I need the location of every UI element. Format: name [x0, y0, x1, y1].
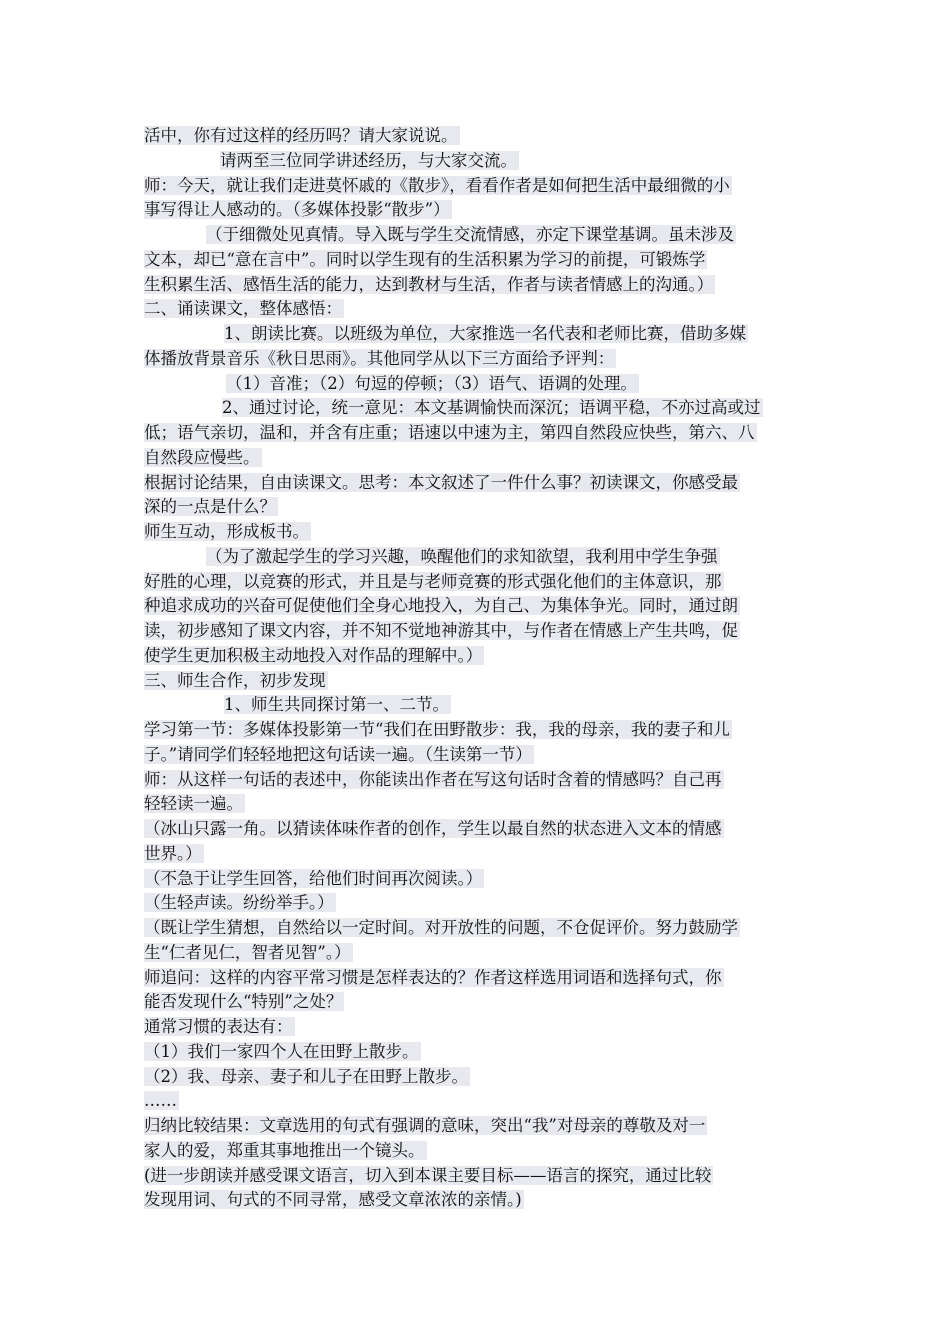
text-line-content: （为了激起学生的学习兴趣，唤醒他们的求知欲望，我利用中学生争强	[206, 546, 718, 566]
text-line	[144, 891, 808, 916]
text-line-content: 归纳比较结果：文章选用的句式有强调的意味，突出“我”对母亲的尊敬及对一	[144, 1116, 706, 1135]
text-line	[144, 297, 808, 322]
text-line	[144, 273, 808, 298]
text-line-content: 低；语气亲切，温和，并含有庄重；语速以中速为主，第四自然段应快些，第六、八	[144, 423, 755, 442]
text-line	[144, 916, 808, 941]
text-line-content: 事写得让人感动的。（多媒体投影“散步”）	[144, 200, 450, 220]
text-line	[144, 1139, 808, 1164]
text-line	[144, 594, 808, 619]
text-line	[144, 966, 808, 991]
text-line-content: 根据讨论结果，自由读课文。思考：本文叙述了一件什么事？初读课文，你感受最	[144, 472, 738, 492]
text-line	[144, 669, 808, 694]
text-line	[144, 644, 808, 669]
text-line	[144, 570, 808, 595]
text-line	[144, 347, 808, 372]
text-line-content: （冰山只露一角。以猜读体味作者的创作，学生以最自然的状态进入文本的情感	[144, 819, 722, 838]
document-body	[144, 124, 808, 1213]
text-line	[144, 817, 808, 842]
text-line	[144, 149, 808, 174]
text-line-content: 文本，却已“意在言中”。同时以学生现有的生活积累为学习的前提，可锻炼学	[144, 249, 706, 269]
text-line	[144, 743, 808, 768]
text-line-content: 学习第一节：多媒体投影第一节“我们在田野散步：我，我的母亲，我的妻子和儿	[144, 720, 730, 739]
text-line	[144, 768, 808, 793]
text-line-content: 发现用词、句式的不同寻常，感受文章浓浓的亲情。)	[144, 1190, 522, 1210]
text-line	[144, 842, 808, 867]
text-line-content: （于细微处见真情。导入既与学生交流情感，亦定下课堂基调。虽未涉及	[206, 225, 734, 244]
text-line	[144, 174, 808, 199]
text-line-content: 2、通过讨论，统一意见：本文基调愉快而深沉；语调平稳，不亦过高或过	[222, 398, 761, 418]
text-line	[144, 421, 808, 446]
text-line	[144, 1015, 808, 1040]
text-line-content: （1）音准；（2）句逗的停顿；（3）语气、语调的处理。	[226, 373, 637, 393]
text-line-content: 二、诵读课文，整体感悟：	[144, 299, 342, 319]
text-line	[144, 990, 808, 1015]
text-line	[144, 1040, 808, 1065]
text-line-content: 生“仁者见仁，智者见智”。）	[144, 942, 351, 962]
text-line-content: 1、师生共同探讨第一、二节。	[224, 695, 449, 715]
text-line	[144, 520, 808, 545]
text-line-content: 三、师生合作，初步发现	[144, 670, 326, 690]
text-line-content: （生轻声读。纷纷举手。）	[144, 893, 334, 913]
text-line	[144, 1114, 808, 1139]
text-line-content: 请两至三位同学讲述经历，与大家交流。	[220, 150, 517, 170]
text-line-content: 师生互动，形成板书。	[144, 522, 309, 541]
text-line-content: （1）我们一家四个人在田野上散步。	[144, 1041, 419, 1061]
text-line	[144, 1188, 808, 1213]
text-line	[144, 446, 808, 471]
text-line-content: 师追问：这样的内容平常习惯是怎样表达的？作者这样选用词语和选择句式，你	[144, 967, 722, 987]
text-line	[144, 693, 808, 718]
text-line	[144, 1065, 808, 1090]
text-line	[144, 619, 808, 644]
text-line-content: 能否发现什么“特别”之处？	[144, 992, 343, 1012]
text-line	[144, 545, 808, 570]
text-line-content: 使学生更加积极主动地投入对作品的理解中。）	[144, 645, 483, 665]
text-line-content: 师：今天，就让我们走进莫怀戚的《散步》，看看作者是如何把生活中最细微的小	[144, 175, 730, 195]
text-line-content: (进一步朗读并感受课文语言，切入到本课主要目标——语言的探究，通过比较	[144, 1165, 712, 1185]
text-line	[144, 792, 808, 817]
text-line	[144, 1164, 808, 1189]
text-line-content: （既让学生猜想，自然给以一定时间。对开放性的问题，不仓促评价。努力鼓励学	[144, 918, 738, 937]
text-line-content: 生积累生活、感悟生活的能力，达到教材与生活，作者与读者情感上的沟通。）	[144, 274, 714, 294]
text-line-content: 活中，你有过这样的经历吗？请大家说说。	[144, 126, 458, 145]
text-line-content: 深的一点是什么？	[144, 497, 276, 517]
text-line	[144, 322, 808, 347]
text-line	[144, 471, 808, 496]
text-line	[144, 1089, 808, 1114]
text-line-content: 读，初步感知了课文内容，并不知不觉地神游其中，与作者在情感上产生共鸣，促	[144, 621, 738, 640]
text-line-content: 好胜的心理，以竞赛的形式，并且是与老师竞赛的形式强化他们的主体意识，那	[144, 571, 722, 591]
text-line-content: （不急于让学生回答，给他们时间再次阅读。）	[144, 868, 483, 888]
text-line-content: 家人的爱，郑重其事地推出一个镜头。	[144, 1140, 425, 1160]
text-line-content: 种追求成功的兴奋可促使他们全身心地投入，为自己、为集体争光。同时，通过朗	[144, 596, 738, 616]
text-line-content: 1、朗读比赛。以班级为单位，大家推选一名代表和老师比赛，借助多媒	[224, 324, 746, 343]
text-line	[144, 372, 808, 397]
text-line	[144, 124, 808, 149]
text-line	[144, 867, 808, 892]
text-line-content: 世界。）	[144, 843, 202, 863]
text-line-content: 体播放背景音乐《秋日思雨》。其他同学从以下三方面给予评判：	[144, 348, 615, 368]
text-line-content: 子。”请同学们轻轻地把这句话读一遍。（生读第一节）	[144, 744, 532, 764]
text-line	[144, 198, 808, 223]
text-line-content: 轻轻读一遍。	[144, 794, 243, 814]
text-line-content: 通常习惯的表达有：	[144, 1017, 293, 1036]
text-line	[144, 718, 808, 743]
text-line	[144, 941, 808, 966]
text-line-content: 自然段应慢些。	[144, 447, 260, 467]
text-line	[144, 495, 808, 520]
text-line	[144, 396, 808, 421]
text-line	[144, 248, 808, 273]
text-line	[144, 223, 808, 248]
text-line-content: 师：从这样一句话的表述中，你能读出作者在写这句话时含着的情感吗？自己再	[144, 769, 722, 789]
text-line-content: ……	[144, 1091, 177, 1111]
text-line-content: （2）我、母亲、妻子和儿子在田野上散步。	[144, 1066, 468, 1086]
